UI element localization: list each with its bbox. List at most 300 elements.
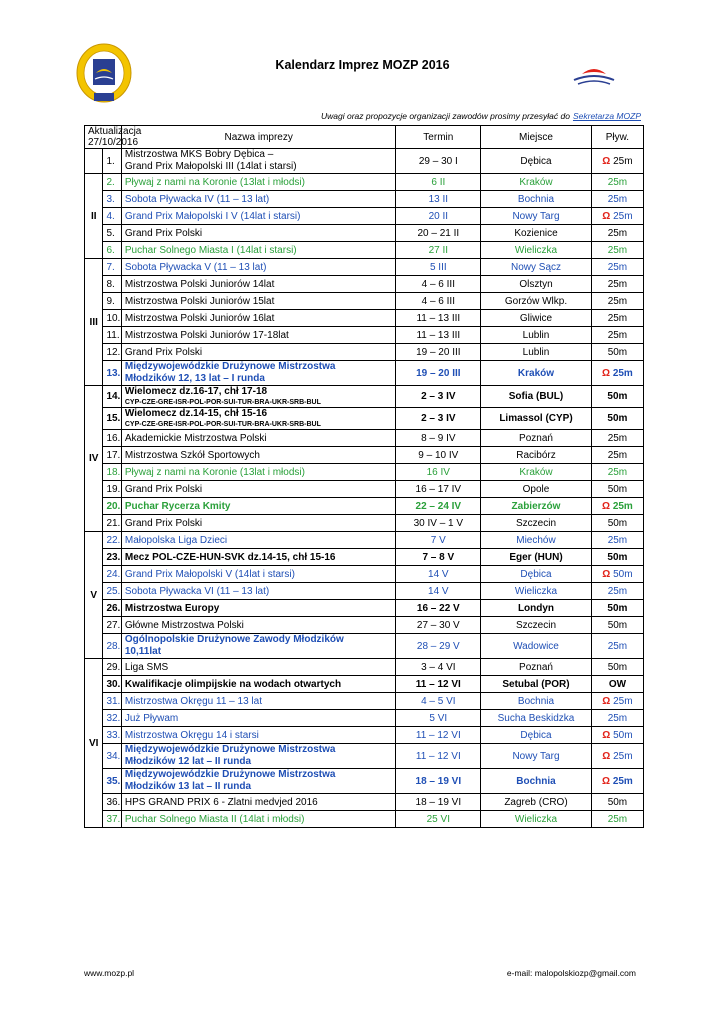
event-date: 19 – 20 III bbox=[396, 361, 481, 386]
event-name-line2: Młodzików 12, 13 lat – I runda bbox=[124, 373, 265, 384]
event-date: 5 III bbox=[396, 259, 481, 276]
events-table-body bbox=[85, 149, 644, 828]
event-place: Kraków bbox=[481, 174, 592, 191]
event-row bbox=[85, 710, 644, 727]
event-number: 17. bbox=[103, 447, 121, 464]
event-date: 4 – 5 VI bbox=[396, 693, 481, 710]
event-date: 11 – 12 VI bbox=[396, 676, 481, 693]
event-name: Mistrzostwa Polski Juniorów 17-18lat bbox=[124, 329, 289, 341]
event-name: Mistrzostwa Okręgu 11 – 13 lat bbox=[124, 695, 262, 707]
footer-email[interactable]: e-mail: malopolskiozp@gmail.com bbox=[506, 968, 636, 978]
event-row bbox=[85, 659, 644, 676]
event-date: 20 – 21 II bbox=[396, 225, 481, 242]
event-name-cell bbox=[121, 515, 396, 532]
event-pool: 25m bbox=[607, 227, 628, 239]
event-number: 12. bbox=[103, 344, 121, 361]
event-pool: 25m bbox=[613, 155, 633, 167]
event-row bbox=[85, 600, 644, 617]
event-name-cell bbox=[121, 566, 396, 583]
event-place: Zabierzów bbox=[481, 498, 592, 515]
event-place: Gliwice bbox=[481, 310, 592, 327]
event-pool-cell bbox=[591, 208, 643, 225]
event-pool: 50m bbox=[607, 661, 628, 673]
event-number: 27. bbox=[103, 617, 121, 634]
event-number: 23. bbox=[103, 549, 121, 566]
event-pool-cell bbox=[591, 191, 643, 208]
event-number: 24. bbox=[103, 566, 121, 583]
event-number: 25. bbox=[103, 583, 121, 600]
event-place: Gorzów Wlkp. bbox=[481, 293, 592, 310]
event-pool-cell bbox=[591, 794, 643, 811]
event-row bbox=[85, 344, 644, 361]
event-pool-cell bbox=[591, 583, 643, 600]
event-place: Nowy Sącz bbox=[481, 259, 592, 276]
event-row bbox=[85, 293, 644, 310]
event-name: Małopolska Liga Dzieci bbox=[124, 534, 228, 546]
event-name: Sobota Pływacka VI (11 – 13 lat) bbox=[124, 585, 270, 597]
event-number: 18. bbox=[103, 464, 121, 481]
event-row bbox=[85, 310, 644, 327]
event-name-cell bbox=[121, 710, 396, 727]
event-pool: 25m bbox=[612, 775, 633, 787]
event-place: Szczecin bbox=[481, 617, 592, 634]
event-number: 35. bbox=[103, 769, 121, 794]
event-name: Sobota Pływacka V (11 – 13 lat) bbox=[124, 261, 267, 273]
event-number: 7. bbox=[103, 259, 121, 276]
event-pool-cell bbox=[591, 447, 643, 464]
footer-website[interactable]: www.mozp.pl bbox=[84, 968, 135, 978]
event-row bbox=[85, 727, 644, 744]
event-name-cell bbox=[121, 208, 396, 225]
event-row bbox=[85, 769, 644, 794]
month-cell: IV bbox=[85, 386, 103, 532]
event-pool-cell bbox=[591, 149, 643, 174]
event-name-cell bbox=[121, 693, 396, 710]
event-pool: 25m bbox=[607, 193, 628, 205]
event-name-cell bbox=[121, 634, 396, 659]
event-pool-cell bbox=[591, 310, 643, 327]
event-pool: 25m bbox=[607, 329, 628, 341]
event-row bbox=[85, 430, 644, 447]
event-name: Mecz POL-CZE-HUN-SVK dz.14-15, chł 15-16 bbox=[124, 551, 336, 563]
event-pool-cell bbox=[591, 225, 643, 242]
event-place: Dębica bbox=[481, 149, 592, 174]
event-pool-cell bbox=[591, 344, 643, 361]
page-title: Kalendarz Imprez MOZP 2016 bbox=[275, 58, 450, 72]
event-row bbox=[85, 481, 644, 498]
event-date: 25 VI bbox=[396, 811, 481, 828]
event-name-cell bbox=[121, 276, 396, 293]
event-pool: 50m bbox=[607, 517, 628, 529]
event-pool-cell bbox=[591, 693, 643, 710]
event-name-cell bbox=[121, 149, 396, 174]
event-name: Grand Prix Polski bbox=[124, 346, 203, 358]
event-name: HPS GRAND PRIX 6 - Zlatni medvjed 2016 bbox=[124, 796, 318, 808]
event-place: Szczecin bbox=[481, 515, 592, 532]
event-date: 11 – 12 VI bbox=[396, 727, 481, 744]
events-calendar-table bbox=[84, 125, 644, 828]
event-name-cell bbox=[121, 386, 396, 408]
event-name: Już Pływam bbox=[124, 712, 179, 724]
event-pool-cell bbox=[591, 744, 643, 769]
month-cell: II bbox=[85, 174, 103, 259]
month-cell: III bbox=[85, 259, 103, 386]
event-name: Puchar Rycerza Kmity bbox=[124, 500, 231, 512]
event-pool-cell bbox=[591, 515, 643, 532]
event-participants: CYP-CZE-GRE-ISR-POL-POR-SUI-TUR-BRA-UKR-SRB-BUL bbox=[124, 399, 321, 406]
event-name-cell bbox=[121, 225, 396, 242]
event-date: 8 – 9 IV bbox=[396, 430, 481, 447]
event-pool-cell bbox=[591, 634, 643, 659]
omega-icon: Ω bbox=[602, 750, 611, 762]
event-place: Bochnia bbox=[481, 769, 592, 794]
event-pool-cell bbox=[591, 464, 643, 481]
event-number: 2. bbox=[103, 174, 121, 191]
update-label: Aktualizacja bbox=[88, 126, 142, 137]
event-date: 19 – 20 III bbox=[396, 344, 481, 361]
event-pool-cell bbox=[591, 386, 643, 408]
event-pool: 50m bbox=[607, 391, 628, 402]
event-place: Miechów bbox=[481, 532, 592, 549]
event-date: 4 – 6 III bbox=[396, 293, 481, 310]
event-number: 34. bbox=[103, 744, 121, 769]
omega-icon: Ω bbox=[602, 500, 611, 512]
event-row bbox=[85, 225, 644, 242]
event-number: 16. bbox=[103, 430, 121, 447]
event-pool-cell bbox=[591, 676, 643, 693]
event-name: Kwalifikacje olimpijskie na wodach otwartych bbox=[124, 678, 342, 690]
event-pool-cell bbox=[591, 481, 643, 498]
event-place: Zagreb (CRO) bbox=[481, 794, 592, 811]
event-name: Mistrzostwa Szkół Sportowych bbox=[124, 449, 260, 461]
event-date: 11 – 13 III bbox=[396, 327, 481, 344]
event-name: Puchar Solnego Miasta II (14lat i młodsi) bbox=[124, 813, 305, 825]
event-number: 11. bbox=[103, 327, 121, 344]
event-name: Mistrzostwa Europy bbox=[124, 602, 220, 614]
event-row bbox=[85, 447, 644, 464]
event-row bbox=[85, 149, 644, 174]
event-pool: 25m bbox=[607, 278, 628, 290]
event-date: 2 – 3 IV bbox=[396, 386, 481, 408]
event-place: Racibórz bbox=[481, 447, 592, 464]
event-pool-cell bbox=[591, 276, 643, 293]
event-date: 18 – 19 VI bbox=[396, 769, 481, 794]
event-name-cell bbox=[121, 361, 396, 386]
event-name: Grand Prix Polski bbox=[124, 227, 203, 239]
update-date: 27/10/2016 bbox=[88, 137, 139, 148]
event-row bbox=[85, 327, 644, 344]
secretary-link[interactable]: Sekretarza MOZP bbox=[572, 111, 641, 121]
event-date: 9 – 10 IV bbox=[396, 447, 481, 464]
event-row bbox=[85, 386, 644, 408]
event-number: 33. bbox=[103, 727, 121, 744]
event-row bbox=[85, 191, 644, 208]
event-pool: 25m bbox=[607, 295, 628, 307]
event-place: Kraków bbox=[481, 464, 592, 481]
event-name-cell bbox=[121, 617, 396, 634]
event-name-cell bbox=[121, 532, 396, 549]
event-name-cell bbox=[121, 659, 396, 676]
event-name-cell bbox=[121, 242, 396, 259]
event-row bbox=[85, 515, 644, 532]
event-name-cell bbox=[121, 174, 396, 191]
event-name-cell bbox=[121, 549, 396, 566]
event-row bbox=[85, 532, 644, 549]
event-name-cell bbox=[121, 447, 396, 464]
event-name-line2: Młodzików 12 lat – II runda bbox=[124, 756, 252, 767]
event-date: 27 – 30 V bbox=[396, 617, 481, 634]
event-date: 11 – 13 III bbox=[396, 310, 481, 327]
event-date: 16 – 22 V bbox=[396, 600, 481, 617]
event-place: Sofia (BUL) bbox=[481, 386, 592, 408]
omega-icon: Ω bbox=[602, 568, 611, 580]
event-number: 32. bbox=[103, 710, 121, 727]
event-row bbox=[85, 498, 644, 515]
event-pool: 25m bbox=[607, 466, 628, 478]
event-row bbox=[85, 676, 644, 693]
event-place: Lublin bbox=[481, 327, 592, 344]
event-place: Poznań bbox=[481, 430, 592, 447]
event-number: 13. bbox=[103, 361, 121, 386]
event-date: 14 V bbox=[396, 566, 481, 583]
table-header-row bbox=[85, 126, 644, 149]
event-name-cell bbox=[121, 293, 396, 310]
event-row bbox=[85, 174, 644, 191]
event-row bbox=[85, 361, 644, 386]
event-pool-cell bbox=[591, 659, 643, 676]
event-name-cell bbox=[121, 310, 396, 327]
event-pool-cell bbox=[591, 259, 643, 276]
event-name: Grand Prix Polski bbox=[124, 517, 203, 529]
event-number: 14. bbox=[103, 386, 121, 408]
malopolska-swim-team-logo bbox=[548, 44, 642, 102]
event-name-cell bbox=[121, 811, 396, 828]
event-pool: 50m bbox=[613, 568, 633, 580]
event-row bbox=[85, 208, 644, 225]
event-name-cell bbox=[121, 481, 396, 498]
event-date: 16 IV bbox=[396, 464, 481, 481]
event-pool-cell bbox=[591, 361, 643, 386]
event-name-cell bbox=[121, 191, 396, 208]
col-header-date: Termin bbox=[396, 126, 481, 149]
event-place: Eger (HUN) bbox=[481, 549, 592, 566]
event-name: Mistrzostwa Okręgu 14 i starsi bbox=[124, 729, 259, 741]
event-name-cell bbox=[121, 408, 396, 430]
event-number: 28. bbox=[103, 634, 121, 659]
event-date: 3 – 4 VI bbox=[396, 659, 481, 676]
event-date: 30 IV – 1 V bbox=[396, 515, 481, 532]
event-name: Sobota Pływacka IV (11 – 13 lat) bbox=[124, 193, 270, 205]
event-pool: 50m bbox=[607, 796, 628, 808]
event-place: Lublin bbox=[481, 344, 592, 361]
event-pool-cell bbox=[591, 430, 643, 447]
event-name-cell bbox=[121, 769, 396, 794]
col-header-pool: Pływ. bbox=[591, 126, 643, 149]
update-cell bbox=[85, 126, 142, 149]
event-pool: 25m bbox=[607, 261, 628, 273]
event-date: 16 – 17 IV bbox=[396, 481, 481, 498]
event-row bbox=[85, 583, 644, 600]
event-name: Puchar Solnego Miasta I (14lat i starsi) bbox=[124, 244, 297, 256]
event-name: Liga SMS bbox=[124, 661, 169, 673]
event-name-cell bbox=[121, 676, 396, 693]
event-pool-cell bbox=[591, 532, 643, 549]
event-date: 22 – 24 IV bbox=[396, 498, 481, 515]
col-header-place: Miejsce bbox=[481, 126, 592, 149]
event-number: 8. bbox=[103, 276, 121, 293]
event-name-cell bbox=[121, 600, 396, 617]
event-name: Grand Prix Małopolski V (14lat i starsi) bbox=[124, 568, 295, 580]
event-number: 10. bbox=[103, 310, 121, 327]
event-name: Międzywojewódzkie Drużynowe Mistrzostwa bbox=[124, 744, 336, 755]
event-row bbox=[85, 617, 644, 634]
event-pool: 25m bbox=[607, 244, 628, 256]
event-row bbox=[85, 408, 644, 430]
event-name-cell bbox=[121, 727, 396, 744]
event-row bbox=[85, 276, 644, 293]
event-name-line2: 10,11lat bbox=[124, 646, 162, 657]
event-name: Grand Prix Małopolski I V (14lat i starsi) bbox=[124, 210, 301, 222]
event-place: Wadowice bbox=[481, 634, 592, 659]
event-name-cell bbox=[121, 744, 396, 769]
event-pool: 50m bbox=[607, 346, 628, 358]
event-number: 29. bbox=[103, 659, 121, 676]
event-pool: OW bbox=[608, 678, 627, 690]
mozp-logo bbox=[76, 43, 132, 107]
event-row bbox=[85, 811, 644, 828]
event-name-line2: Grand Prix Małopolski III (14lat i starsi) bbox=[124, 161, 297, 172]
event-place: Sucha Beskidzka bbox=[481, 710, 592, 727]
event-pool: 25m bbox=[607, 712, 628, 724]
event-row bbox=[85, 549, 644, 566]
event-pool: 25m bbox=[612, 367, 633, 379]
event-number: 6. bbox=[103, 242, 121, 259]
event-number: 22. bbox=[103, 532, 121, 549]
month-cell bbox=[85, 149, 103, 174]
event-pool-cell bbox=[591, 549, 643, 566]
event-place: Wieliczka bbox=[481, 583, 592, 600]
event-pool: 25m bbox=[607, 449, 628, 461]
event-number: 31. bbox=[103, 693, 121, 710]
event-number: 4. bbox=[103, 208, 121, 225]
event-name: Akademickie Mistrzostwa Polski bbox=[124, 432, 267, 444]
event-name: Mistrzostwa Polski Juniorów 14lat bbox=[124, 278, 275, 290]
event-name-line2: Młodzików 13 lat – II runda bbox=[124, 781, 252, 792]
event-place: Bochnia bbox=[481, 191, 592, 208]
event-name: Mistrzostwa Polski Juniorów 15lat bbox=[124, 295, 275, 307]
event-date: 14 V bbox=[396, 583, 481, 600]
event-place: Wieliczka bbox=[481, 811, 592, 828]
event-place: Nowy Targ bbox=[481, 744, 592, 769]
event-pool-cell bbox=[591, 617, 643, 634]
event-pool: 50m bbox=[607, 483, 628, 495]
event-row bbox=[85, 259, 644, 276]
event-name: Mistrzostwa Polski Juniorów 16lat bbox=[124, 312, 275, 324]
event-pool: 50m bbox=[613, 729, 633, 741]
event-name: Międzywojewódzkie Drużynowe Mistrzostwa bbox=[124, 769, 336, 780]
event-name: Ogólnopolskie Drużynowe Zawody Młodzików bbox=[124, 634, 344, 645]
event-pool: 25m bbox=[613, 210, 633, 222]
event-pool-cell bbox=[591, 710, 643, 727]
event-date: 13 II bbox=[396, 191, 481, 208]
event-pool-cell bbox=[591, 727, 643, 744]
event-row bbox=[85, 744, 644, 769]
event-name-cell bbox=[121, 259, 396, 276]
event-name-cell bbox=[121, 430, 396, 447]
event-number: 15. bbox=[103, 408, 121, 430]
omega-icon: Ω bbox=[602, 775, 611, 787]
event-date: 27 II bbox=[396, 242, 481, 259]
event-pool: 25m bbox=[613, 750, 633, 762]
event-pool: 50m bbox=[607, 602, 628, 614]
event-number: 26. bbox=[103, 600, 121, 617]
event-pool: 25m bbox=[607, 176, 628, 188]
event-pool-cell bbox=[591, 293, 643, 310]
event-name: Pływaj z nami na Koronie (13lat i młodsi) bbox=[124, 176, 305, 188]
event-number: 37. bbox=[103, 811, 121, 828]
event-place: Nowy Targ bbox=[481, 208, 592, 225]
event-date: 28 – 29 V bbox=[396, 634, 481, 659]
event-name: Wielomecz dz.14-15, chł 15-16 bbox=[124, 408, 268, 419]
event-number: 20. bbox=[103, 498, 121, 515]
event-pool-cell bbox=[591, 327, 643, 344]
event-date: 6 II bbox=[396, 174, 481, 191]
event-date: 7 V bbox=[396, 532, 481, 549]
event-pool: 50m bbox=[607, 551, 628, 563]
event-date: 2 – 3 IV bbox=[396, 408, 481, 430]
header-note bbox=[321, 111, 641, 121]
event-name: Pływaj z nami na Koronie (13lat i młodsi) bbox=[124, 466, 305, 478]
month-cell: VI bbox=[85, 659, 103, 828]
event-pool-cell bbox=[591, 408, 643, 430]
month-cell: V bbox=[85, 532, 103, 659]
event-place: Dębica bbox=[481, 727, 592, 744]
event-number: 1. bbox=[103, 149, 121, 174]
event-place: Bochnia bbox=[481, 693, 592, 710]
event-date: 11 – 12 VI bbox=[396, 744, 481, 769]
event-pool-cell bbox=[591, 498, 643, 515]
event-name: Wielomecz dz.16-17, chł 17-18 bbox=[124, 386, 268, 397]
header-note-text: Uwagi oraz propozycje organizacji zawodów prosimy przesyłać do bbox=[320, 111, 570, 121]
event-pool-cell bbox=[591, 174, 643, 191]
event-row bbox=[85, 634, 644, 659]
event-row bbox=[85, 242, 644, 259]
event-number: 19. bbox=[103, 481, 121, 498]
event-pool-cell bbox=[591, 600, 643, 617]
event-pool: 25m bbox=[607, 432, 628, 444]
event-name-cell bbox=[121, 498, 396, 515]
event-pool: 50m bbox=[607, 619, 628, 631]
event-name-cell bbox=[121, 794, 396, 811]
event-number: 21. bbox=[103, 515, 121, 532]
event-pool: 25m bbox=[607, 534, 628, 546]
event-pool-cell bbox=[591, 242, 643, 259]
omega-icon: Ω bbox=[602, 210, 611, 222]
event-place: Olsztyn bbox=[481, 276, 592, 293]
event-date: 4 – 6 III bbox=[396, 276, 481, 293]
event-pool: 25m bbox=[613, 695, 633, 707]
event-pool-cell bbox=[591, 811, 643, 828]
event-date: 29 – 30 I bbox=[396, 149, 481, 174]
event-place: Dębica bbox=[481, 566, 592, 583]
omega-icon: Ω bbox=[602, 729, 611, 741]
event-place: Wieliczka bbox=[481, 242, 592, 259]
event-name: Mistrzostwa MKS Bobry Dębica – bbox=[124, 149, 274, 160]
event-place: Limassol (CYP) bbox=[481, 408, 592, 430]
event-row bbox=[85, 464, 644, 481]
omega-icon: Ω bbox=[602, 367, 611, 379]
event-place: Londyn bbox=[481, 600, 592, 617]
